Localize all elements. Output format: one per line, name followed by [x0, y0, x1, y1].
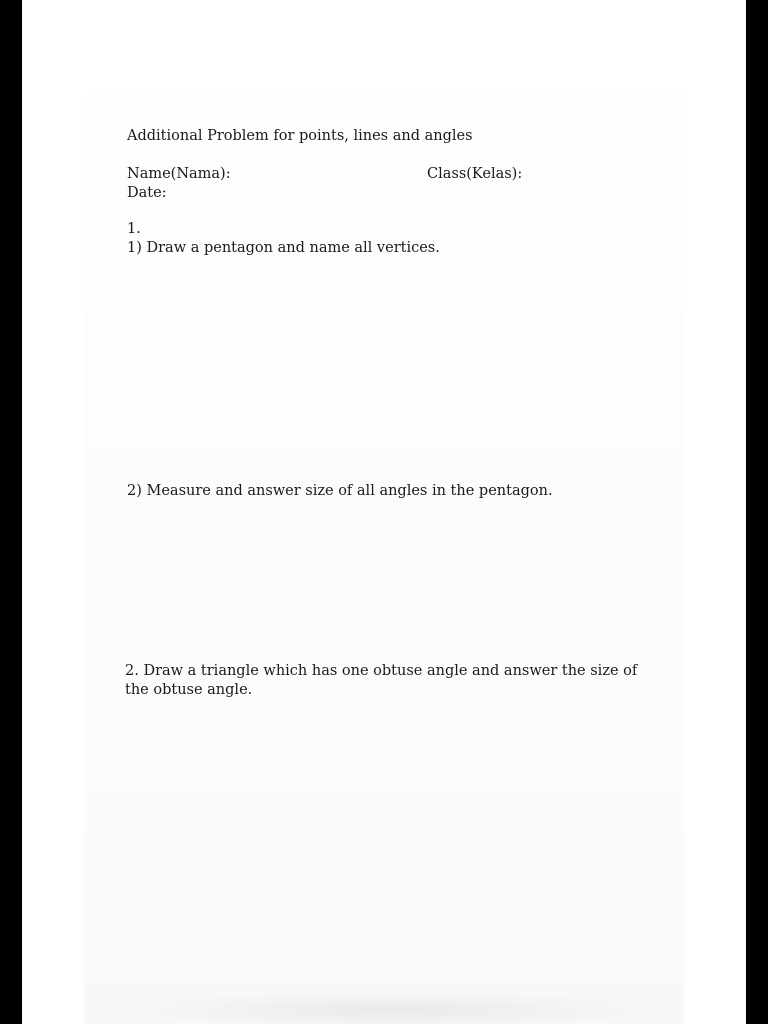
worksheet-page — [22, 0, 746, 1024]
question-2: 2. Draw a triangle which has one obtuse angle and answer the size of the obtuse angle. — [125, 663, 638, 698]
question-1-part-1: 1) Draw a pentagon and name all vertices. — [127, 240, 440, 256]
class-label: Class(Kelas): — [427, 166, 523, 182]
question-1-number: 1. — [127, 221, 141, 237]
date-label: Date: — [127, 185, 167, 201]
question-1-part-2: 2) Measure and answer size of all angles in the pentagon. — [127, 483, 553, 499]
paper-bottom-shadow — [112, 990, 672, 1024]
name-label: Name(Nama): — [127, 166, 231, 182]
worksheet-title: Additional Problem for points, lines and angles — [127, 128, 473, 144]
paper-shade — [84, 92, 684, 1024]
